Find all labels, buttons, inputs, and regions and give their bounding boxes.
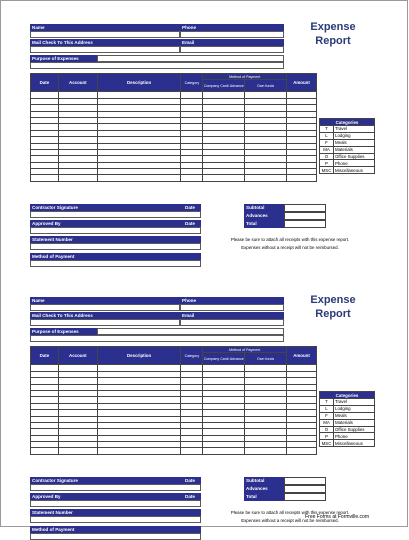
approved-field[interactable] <box>30 500 201 507</box>
category-code: P <box>320 160 334 167</box>
purpose-label: Purpose of Expenses <box>30 55 97 62</box>
category-row <box>320 126 375 133</box>
statement-label: Statement Number <box>30 509 201 516</box>
col-company-card: Company Card/ Advance <box>203 80 245 92</box>
category-code: T <box>320 126 334 133</box>
subtotal-label: Subtotal <box>244 477 284 485</box>
title-expense: Expense <box>310 294 356 306</box>
category-name: Miscellaneous <box>334 440 375 447</box>
col-own-funds: Own funds <box>245 80 287 92</box>
advances-label: Advances <box>244 485 284 493</box>
category-name: Meals <box>334 139 375 146</box>
col-account: Account <box>58 347 97 365</box>
categories-table <box>319 118 375 174</box>
approved-label: Approved By Date <box>30 493 201 500</box>
approved-field[interactable] <box>30 227 201 234</box>
email-field[interactable] <box>180 319 284 326</box>
category-code: F <box>320 139 334 146</box>
table-cell[interactable] <box>287 175 317 181</box>
table-row <box>31 448 317 454</box>
col-category: Category <box>181 347 203 365</box>
phone-label: Phone <box>180 24 284 31</box>
receipt-note-1: Please be sure to attach all receipts with this expense report. <box>230 237 350 242</box>
col-method-group: Method of Payment <box>203 74 287 80</box>
col-description: Description <box>97 347 181 365</box>
total-field[interactable] <box>284 493 326 501</box>
category-row <box>320 167 375 174</box>
expense-items-table <box>30 346 317 455</box>
method-label: Method of Payment <box>30 253 201 260</box>
statement-field[interactable] <box>30 516 201 523</box>
total-label: Total <box>244 220 284 228</box>
category-name: Phone <box>334 433 375 440</box>
category-code: MA <box>320 419 334 426</box>
category-row <box>320 146 375 153</box>
category-code: MSC <box>320 167 334 174</box>
table-cell[interactable] <box>181 448 203 454</box>
purpose-field[interactable] <box>97 328 284 335</box>
category-row <box>320 426 375 433</box>
purpose-label: Purpose of Expenses <box>30 328 97 335</box>
table-cell[interactable] <box>31 175 59 181</box>
expense-items-table <box>30 73 317 182</box>
table-cell[interactable] <box>245 448 287 454</box>
address-field[interactable] <box>30 46 180 53</box>
category-code: L <box>320 132 334 139</box>
category-row <box>320 419 375 426</box>
statement-field[interactable] <box>30 243 201 250</box>
subtotal-label: Subtotal <box>244 204 284 212</box>
email-label: Email <box>180 39 284 46</box>
category-name: Meals <box>334 412 375 419</box>
subtotal-field[interactable] <box>284 204 326 212</box>
approved-label: Approved By Date <box>30 220 201 227</box>
table-cell[interactable] <box>203 175 245 181</box>
category-code: O <box>320 426 334 433</box>
table-cell[interactable] <box>58 448 97 454</box>
total-field[interactable] <box>284 220 326 228</box>
category-name: Materials <box>334 146 375 153</box>
table-cell[interactable] <box>287 448 317 454</box>
category-code: L <box>320 405 334 412</box>
category-row <box>320 412 375 419</box>
signature-label: Contractor Signature Date <box>30 204 201 211</box>
table-cell[interactable] <box>31 448 59 454</box>
title-report: Report <box>315 35 351 47</box>
categories-header: Categories <box>320 392 375 399</box>
name-field[interactable] <box>30 304 180 311</box>
expense-report-form <box>1 21 409 261</box>
phone-label: Phone <box>180 297 284 304</box>
purpose-field-line2[interactable] <box>30 62 284 69</box>
method-field[interactable] <box>30 260 201 267</box>
receipt-note-2: Expenses without a receipt will not be reimbursed. <box>241 245 339 250</box>
title-expense: Expense <box>310 21 356 33</box>
name-label: Name <box>30 24 180 31</box>
col-date: Date <box>31 74 59 92</box>
col-description: Description <box>97 74 181 92</box>
category-row <box>320 405 375 412</box>
category-name: Miscellaneous <box>334 167 375 174</box>
category-code: T <box>320 399 334 406</box>
mail-address-label: Mail Check To This Address <box>30 312 180 319</box>
address-field[interactable] <box>30 319 180 326</box>
col-account: Account <box>58 74 97 92</box>
purpose-field-line2[interactable] <box>30 335 284 342</box>
statement-label: Statement Number <box>30 236 201 243</box>
advances-label: Advances <box>244 212 284 220</box>
category-row <box>320 440 375 447</box>
subtotal-field[interactable] <box>284 477 326 485</box>
expense-report-form <box>1 294 409 534</box>
table-cell[interactable] <box>97 448 181 454</box>
mail-address-label: Mail Check To This Address <box>30 39 180 46</box>
category-row <box>320 153 375 160</box>
category-row <box>320 433 375 440</box>
footer-credit: Free Forms at Formville.com <box>305 514 369 520</box>
category-code: P <box>320 433 334 440</box>
categories-header: Categories <box>320 119 375 126</box>
purpose-field[interactable] <box>97 55 284 62</box>
category-name: Travel <box>334 399 375 406</box>
receipt-note-1: Please be sure to attach all receipts with this expense report. <box>230 510 350 515</box>
category-code: F <box>320 412 334 419</box>
table-cell[interactable] <box>203 448 245 454</box>
category-name: Phone <box>334 160 375 167</box>
receipt-note-2: Expenses without a receipt will not be reimbursed. <box>241 518 339 523</box>
name-label: Name <box>30 297 180 304</box>
table-cell[interactable] <box>181 175 203 181</box>
col-method-group: Method of Payment <box>203 347 287 353</box>
category-name: Travel <box>334 126 375 133</box>
col-own-funds: Own funds <box>245 353 287 365</box>
col-amount: Amount <box>287 74 317 92</box>
category-row <box>320 139 375 146</box>
signature-field[interactable] <box>30 211 201 218</box>
category-row <box>320 399 375 406</box>
category-row <box>320 132 375 139</box>
table-cell[interactable] <box>245 175 287 181</box>
name-field[interactable] <box>30 31 180 38</box>
email-label: Email <box>180 312 284 319</box>
categories-table <box>319 391 375 447</box>
signature-field[interactable] <box>30 484 201 491</box>
method-field[interactable] <box>30 533 201 540</box>
advances-field[interactable] <box>284 485 326 493</box>
col-date: Date <box>31 347 59 365</box>
category-code: MSC <box>320 440 334 447</box>
category-name: Lodging <box>334 405 375 412</box>
category-name: Lodging <box>334 132 375 139</box>
phone-field[interactable] <box>180 304 284 311</box>
method-label: Method of Payment <box>30 526 201 533</box>
col-company-card: Company Card/ Advance <box>203 353 245 365</box>
table-cell[interactable] <box>97 175 181 181</box>
col-category: Category <box>181 74 203 92</box>
category-name: Office Supplies <box>334 426 375 433</box>
category-row <box>320 160 375 167</box>
phone-field[interactable] <box>180 31 284 38</box>
signature-label: Contractor Signature Date <box>30 477 201 484</box>
table-row <box>31 175 317 181</box>
category-name: Materials <box>334 419 375 426</box>
category-code: O <box>320 153 334 160</box>
title-report: Report <box>315 308 351 320</box>
total-label: Total <box>244 493 284 501</box>
advances-field[interactable] <box>284 212 326 220</box>
table-cell[interactable] <box>58 175 97 181</box>
email-field[interactable] <box>180 46 284 53</box>
category-code: MA <box>320 146 334 153</box>
category-name: Office Supplies <box>334 153 375 160</box>
col-amount: Amount <box>287 347 317 365</box>
